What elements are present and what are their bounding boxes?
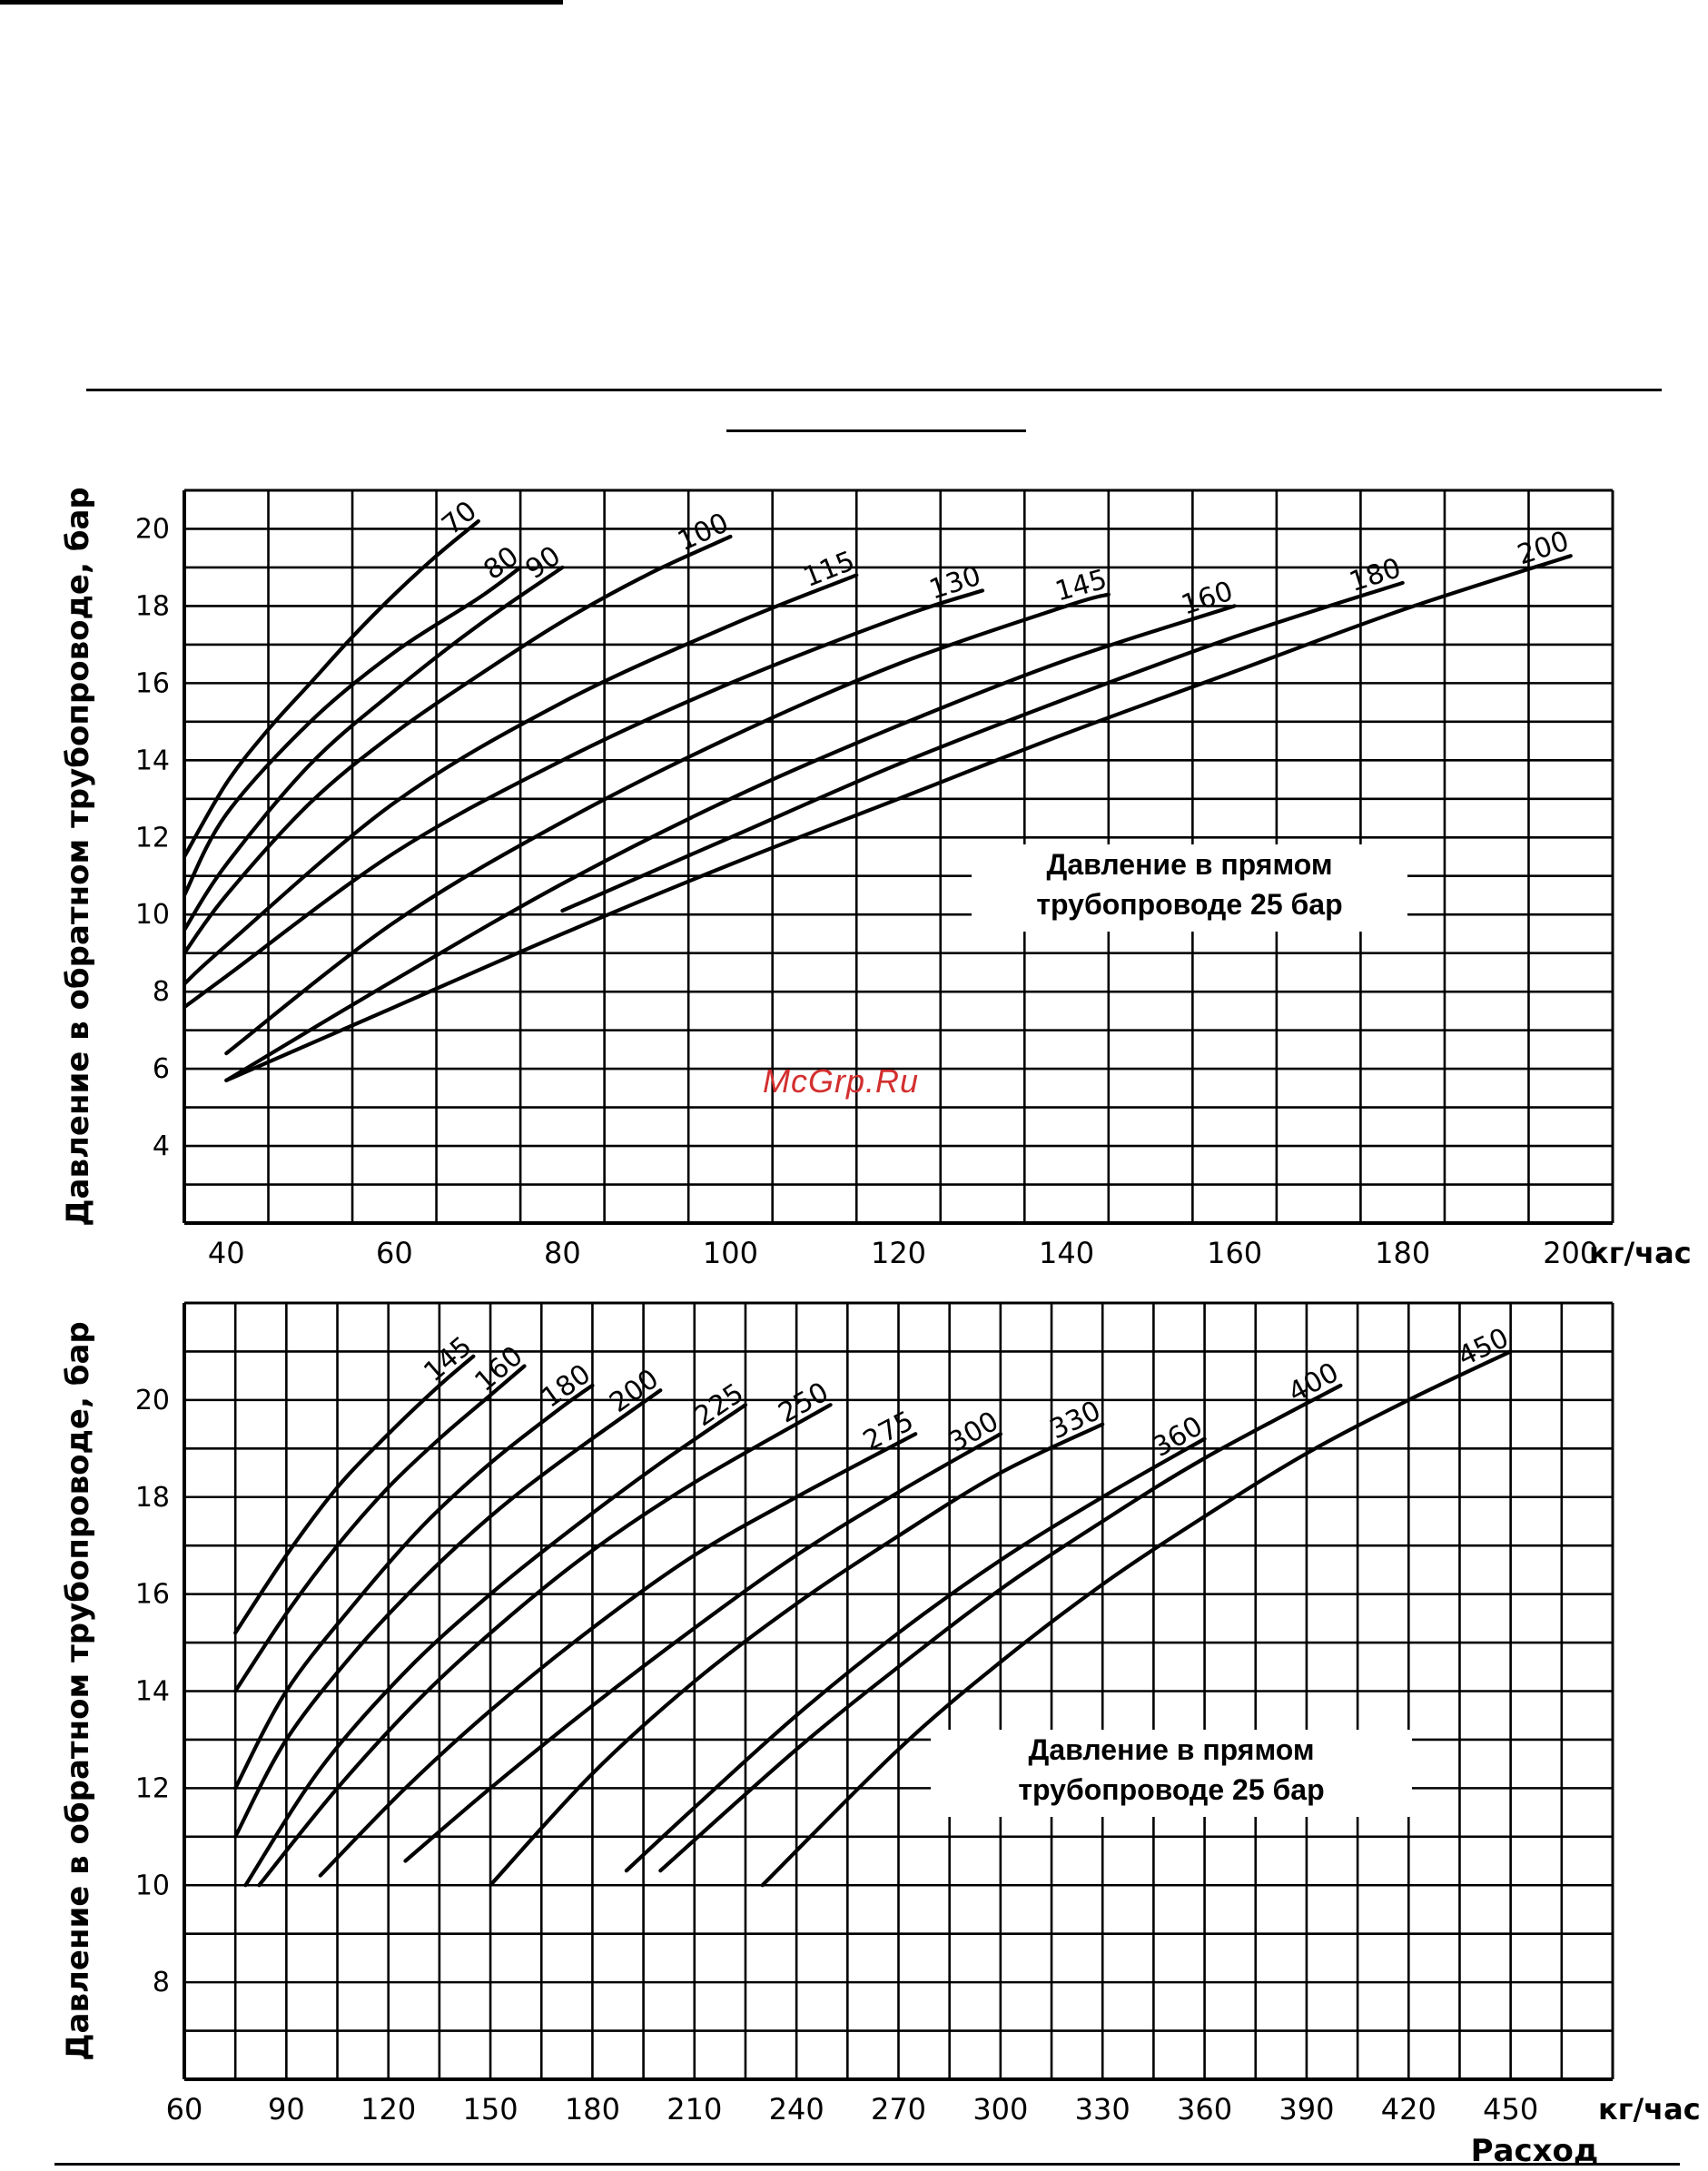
series-label-330: 330 (1044, 1395, 1106, 1446)
x-tick-label: 240 (768, 2092, 824, 2127)
series-label-300: 300 (943, 1405, 1004, 1459)
x-tick-label: 180 (1375, 1236, 1431, 1270)
x-axis-label-secondary: Расход (1470, 2133, 1599, 2169)
y-tick-label: 12 (134, 1772, 170, 1805)
x-tick-label: 420 (1380, 2092, 1436, 2127)
x-tick-label: 200 (1543, 1236, 1599, 1270)
series-label-80: 80 (478, 540, 525, 587)
x-tick-label: 180 (564, 2092, 620, 2127)
y-tick-label: 4 (152, 1130, 170, 1163)
series-label-180: 180 (536, 1357, 597, 1415)
x-tick-label: 40 (207, 1236, 245, 1270)
series-label-200: 200 (604, 1363, 665, 1419)
watermark: McGrp.Ru (763, 1062, 920, 1100)
series-label-450: 450 (1453, 1322, 1515, 1374)
x-tick-label: 300 (972, 2092, 1029, 2127)
x-tick-label: 390 (1279, 2092, 1335, 2127)
y-axis-label: Давление в обратном трубопроводе, бар (60, 487, 96, 1227)
series-label-90: 90 (519, 539, 567, 587)
x-tick-label: 150 (462, 2092, 518, 2127)
series-label-130: 130 (925, 559, 985, 607)
y-tick-label: 20 (134, 1384, 170, 1416)
annotation-line-1: Давление в прямом (1028, 1733, 1315, 1766)
y-tick-label: 6 (152, 1053, 170, 1086)
series-label-275: 275 (857, 1405, 919, 1458)
y-tick-label: 18 (134, 1481, 170, 1514)
y-tick-label: 12 (134, 822, 170, 854)
series-label-360: 360 (1147, 1410, 1209, 1464)
x-tick-label: 450 (1483, 2092, 1539, 2127)
series-label-180: 180 (1345, 552, 1406, 599)
y-tick-label: 14 (134, 745, 170, 777)
y-tick-label: 16 (134, 667, 170, 700)
x-tick-label: 140 (1039, 1236, 1095, 1270)
series-label-145: 145 (1051, 563, 1111, 608)
annotation-line-1: Давление в прямом (1046, 848, 1333, 881)
series-line-145 (235, 1357, 473, 1633)
x-tick-label: 80 (544, 1236, 581, 1270)
x-axis-label: кг/час (1598, 2092, 1701, 2127)
series-label-160: 160 (469, 1339, 529, 1398)
x-tick-label: 270 (870, 2092, 927, 2127)
y-tick-label: 10 (134, 1870, 170, 1902)
annotation-line-2: трубопроводе 25 бар (1018, 1773, 1325, 1806)
y-tick-label: 8 (152, 1967, 170, 1999)
y-tick-label: 10 (134, 899, 170, 932)
series-label-225: 225 (688, 1377, 750, 1434)
y-tick-label: 20 (134, 513, 170, 546)
x-tick-label: 160 (1207, 1236, 1263, 1270)
series-label-100: 100 (673, 507, 734, 558)
x-axis-label: кг/час (1589, 1236, 1692, 1270)
series-label-160: 160 (1177, 575, 1238, 622)
x-tick-label: 120 (870, 1236, 927, 1270)
series-label-200: 200 (1513, 525, 1574, 572)
annotation-box-upper (972, 844, 1407, 932)
series-line-275 (321, 1434, 915, 1875)
y-tick-label: 14 (134, 1675, 170, 1708)
y-axis-label: Давление в обратном трубопроводе, бар (60, 1321, 96, 2061)
x-tick-label: 120 (360, 2092, 417, 2127)
series-label-70: 70 (436, 495, 483, 542)
annotation-box-lower (931, 1730, 1412, 1817)
x-tick-label: 330 (1074, 2092, 1130, 2127)
x-tick-label: 90 (267, 2092, 305, 2127)
x-tick-label: 210 (666, 2092, 723, 2127)
annotation-line-2: трубопроводе 25 бар (1036, 888, 1343, 921)
x-tick-label: 60 (375, 1236, 413, 1270)
series-label-400: 400 (1283, 1357, 1345, 1409)
x-tick-label: 60 (165, 2092, 203, 2127)
series-label-145: 145 (418, 1330, 479, 1389)
y-tick-label: 8 (152, 976, 170, 1009)
series-label-250: 250 (773, 1376, 834, 1430)
series-label-115: 115 (799, 545, 860, 595)
x-tick-label: 100 (702, 1236, 758, 1270)
y-tick-label: 18 (134, 590, 170, 623)
y-tick-label: 16 (134, 1578, 170, 1611)
x-tick-label: 360 (1177, 2092, 1233, 2127)
